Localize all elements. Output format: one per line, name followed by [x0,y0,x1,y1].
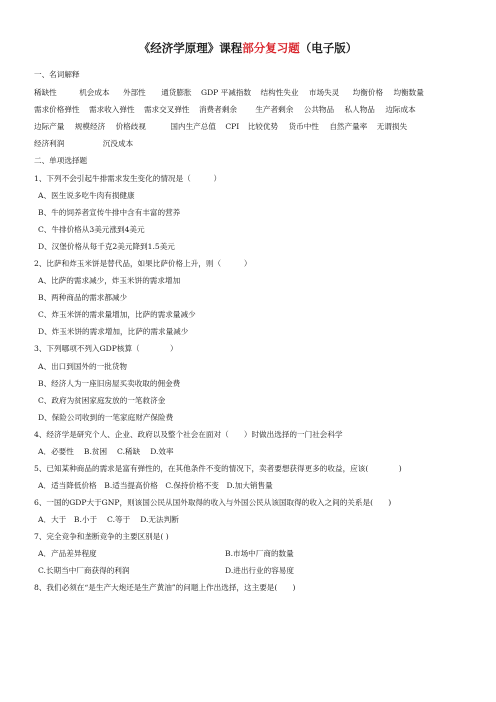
option: A．产品差异程度 [38,549,97,558]
option: D、保险公司收到的一笔家庭财产保险费 [38,413,174,422]
terms-row-3 [34,122,407,132]
term: 私人物品 [344,105,375,114]
question-3: 3、下列哪项不列入GDP核算（ ） [34,344,178,353]
terms-row-2 [34,105,416,115]
title-text-1: 《经济学原理》课程 [138,41,243,55]
term: 价格歧视 [115,122,146,131]
section2-heading: 二、单项选择题 [34,156,88,165]
section1-heading: 一、名词解释 [34,70,80,79]
term: 货币中性 [288,122,319,131]
option: C、牛排价格从3美元涨到4美元 [38,225,145,234]
term: 均衡数量 [393,88,424,97]
option: D、炸玉米饼的需求增加，比萨的需求量减少 [38,327,189,336]
option: A、出口到国外的一批货物 [38,362,128,371]
option: A、比萨的需求减少，炸玉米饼的需求增加 [38,276,181,285]
question-5: 5、已知某种商品的需求是富有弹性的，在其他条件不变的情况下，卖者要想获得更多的收益，应该( ) [34,464,402,473]
term: 边际产量 [34,122,65,131]
term: 自然产量率 [329,122,368,131]
options-inline: A．适当降低价格 B.适当提高价格 C.保持价格不变 D.加大销售量 [38,481,273,490]
options-row [38,549,458,559]
term: 生产者剩余 [255,105,294,114]
options-inline: A．必要性 B.贫困 C.稀缺 D.效率 [38,447,174,456]
term: 机会成本 [79,88,110,97]
term: 规模经济 [74,122,106,131]
term: 无谓损失 [376,122,408,131]
option: B、经济人为一座旧房屋买卖收取的佣金费 [38,379,181,388]
term: 边际成本 [385,105,416,114]
question-4: 4、经济学是研究个人、企业、政府以及整个社会在面对（ ）时做出选择的一门社会科学 [34,430,343,439]
term: 国内生产总值 [170,122,216,131]
option: B、牛的饲养者宣传牛排中含有丰富的营养 [38,208,181,217]
terms-row-1 [34,88,424,98]
term: 公共物品 [303,105,335,114]
term: GDP 平减指数 [201,88,252,97]
question-1: 1、下列不会引起牛排需求发生变化的情况是（ ） [34,174,222,183]
option: C.长期当中厂商获得的利润 [38,566,130,575]
term: 通货膨胀 [161,88,192,97]
term: 经济利润 [34,139,65,148]
terms-row-4 [34,139,133,149]
title-text-highlight: 部分复习题 [242,41,300,55]
question-7: 7、完全竞争和垄断竞争的主要区别是( ) [34,532,169,541]
term: 均衡价格 [352,88,384,97]
term: 稀缺性 [34,88,57,97]
term: 比较优势 [247,122,279,131]
question-8: 8、我们必须在“是生产大炮还是生产黄油”的问题上作出选择，这主要是( ) [34,583,296,592]
option: D.进出行业的容易度 [225,566,294,575]
question-6: 6、一国的GDP大于GNP，则该国公民从国外取得的收入与外国公民从该国取得的收入之间的关系是( ) [34,498,392,507]
term: 市场失灵 [308,88,340,97]
title-text-3: （电子版） [299,41,358,55]
option: A、医生说多吃牛肉有损健康 [38,191,135,200]
term: 消费者剩余 [198,105,237,114]
option: C、炸玉米饼的需求量增加，比萨的需求量减少 [38,310,196,319]
option: B.市场中厂商的数量 [225,549,294,558]
question-2: 2、比萨和炸玉米饼是替代品，如果比萨价格上升，则（ ） [34,259,252,268]
term: 结构性失业 [260,88,299,97]
option: D、汉堡价格从每千克2美元降到1.5美元 [38,242,175,251]
document-title [0,40,496,56]
term: 需求交叉弹性 [143,105,190,114]
term: 需求收入弹性 [88,105,135,114]
options-inline: A．大于 B.小于 C.等于 D.无法判断 [38,515,179,524]
option: B、两种商品的需求都减少 [38,293,128,302]
option: C、政府为贫困家庭发放的一笔救济金 [38,396,166,405]
term: 外部性 [123,88,146,97]
options-row [38,566,458,576]
term: 需求价格弹性 [34,105,80,114]
term: CPI [225,122,240,131]
term: 沉没成本 [102,139,134,148]
